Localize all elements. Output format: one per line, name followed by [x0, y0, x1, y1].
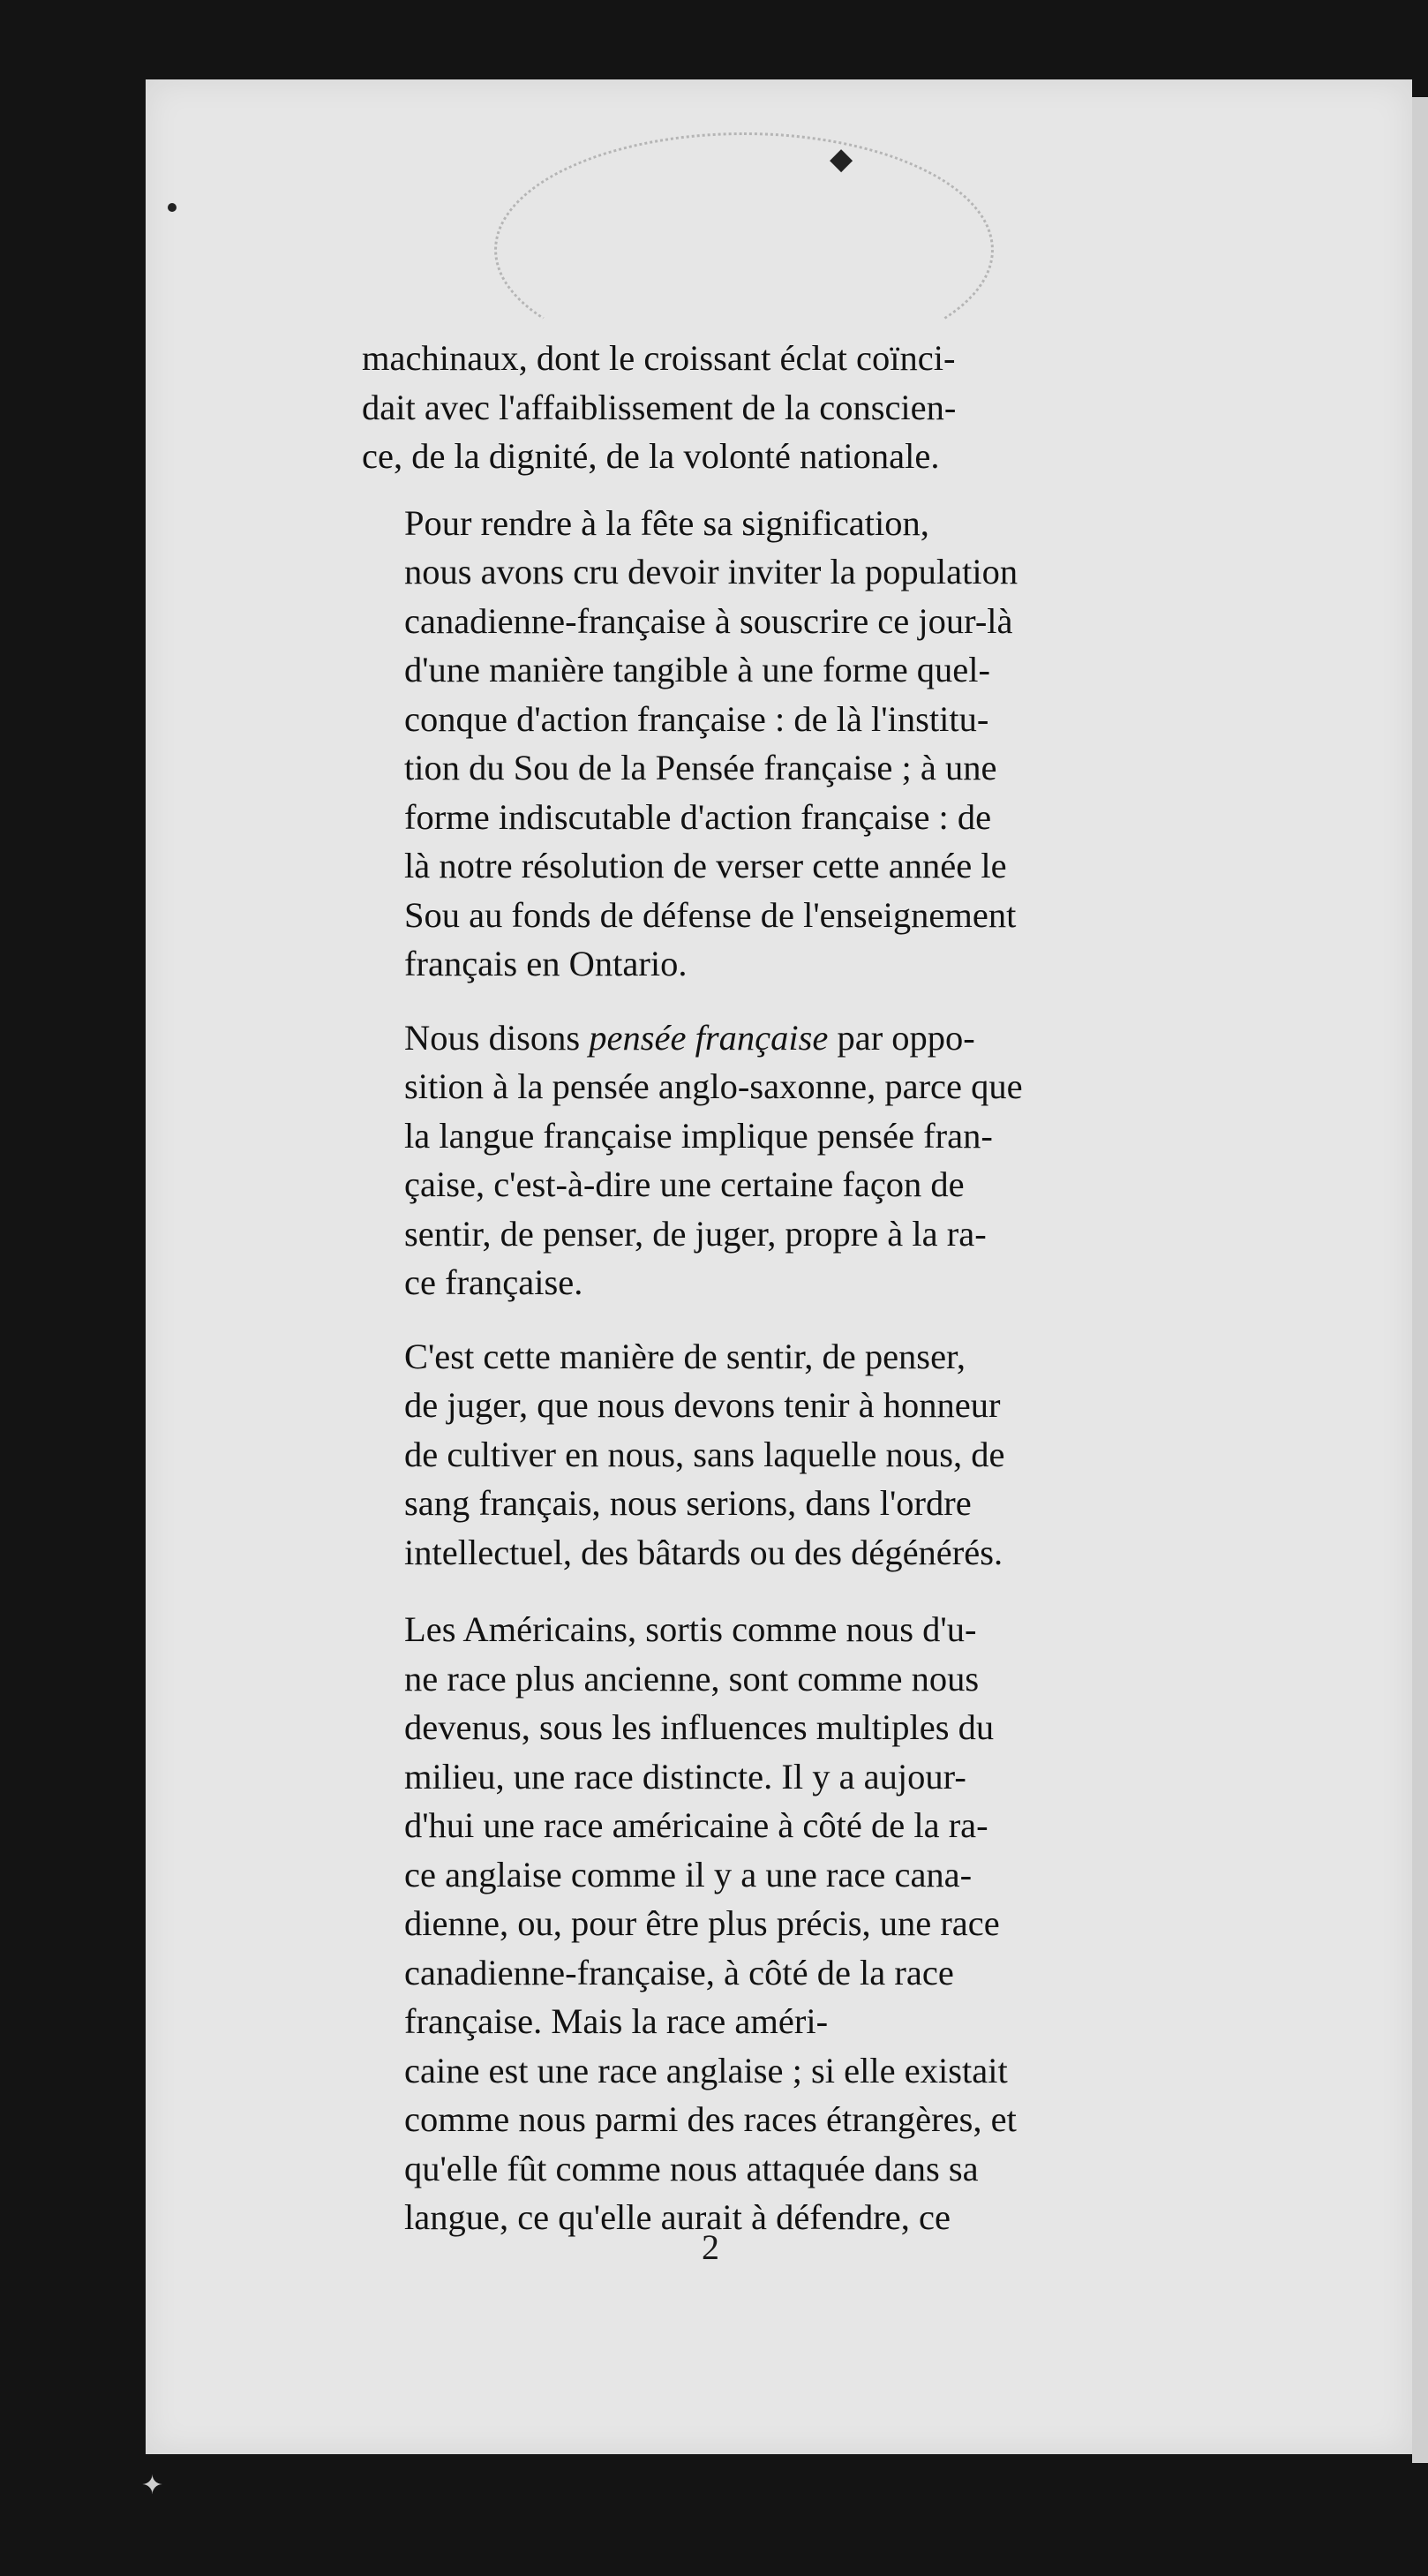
text-line: d'une manière tangible à une forme quel- — [404, 650, 991, 689]
text-line: française. Mais la race améri- — [404, 2001, 829, 2041]
text-line: français en Ontario. — [404, 944, 688, 983]
text-line: ce anglaise comme il y a une race cana- — [404, 1854, 973, 1894]
text-line: d'hui une race américaine à côté de la ra- — [404, 1805, 988, 1845]
text-line: çaise, c'est-à-dire une certaine façon de — [404, 1164, 965, 1204]
text-fragment: par oppo- — [837, 1017, 975, 1058]
text-line: de juger, que nous devons tenir à honneur — [404, 1385, 1001, 1425]
paragraph-cest-cette — [362, 1332, 1082, 1578]
text-line: dait avec l'affaiblissement de la conscien- — [362, 387, 957, 427]
scan-artifact-icon: ✦ — [141, 2470, 164, 2501]
italic-term: pensée française — [589, 1017, 829, 1058]
page-number: 2 — [702, 2227, 719, 2267]
text-line: intellectuel, des bâtards ou des dégénérés. — [404, 1532, 1003, 1572]
text-line: dienne, ou, pour être plus précis, une race — [404, 1903, 1000, 1943]
text-line: langue, ce qu'elle aurait à défendre, ce — [404, 2197, 951, 2237]
text-line: sition à la pensée anglo-saxonne, parce que — [404, 1066, 1023, 1106]
text-line: Sou au fonds de défense de l'enseignement — [404, 894, 1017, 935]
text-line: ce, de la dignité, de la volonté nationale. — [362, 436, 940, 476]
text-line: forme indiscutable d'action française : de — [404, 796, 992, 837]
text-line: Les Américains, sortis comme nous d'u- — [404, 1609, 977, 1649]
adjacent-page-edge — [1412, 97, 1428, 2463]
paragraph-pour-rendre — [362, 499, 1082, 989]
ink-dot — [168, 203, 177, 212]
body-text — [362, 334, 1082, 2242]
text-line: C'est cette manière de sentir, de penser, — [404, 1336, 966, 1376]
text-line: milieu, une race distincte. Il y a aujour- — [404, 1756, 966, 1796]
text-line: caine est une race anglaise ; si elle existait — [404, 2050, 1008, 2090]
text-line: comme nous parmi des races étrangères, et — [404, 2099, 1017, 2139]
text-line: qu'elle fût comme nous attaquée dans sa — [404, 2148, 979, 2188]
text-line: de cultiver en nous, sans laquelle nous, de — [404, 1434, 1005, 1474]
text-line: canadienne-française, à côté de la race — [404, 1952, 954, 1992]
text-line: canadienne-française à souscrire ce jour-là — [404, 600, 1013, 641]
paragraph-nous-disons — [362, 1013, 1082, 1307]
text-line: machinaux, dont le croissant éclat coïnci- — [362, 338, 956, 378]
text-line: sentir, de penser, de juger, propre à la ra- — [404, 1213, 987, 1254]
text-line: devenus, sous les influences multiples du — [404, 1707, 995, 1747]
text-line: là notre résolution de verser cette année le — [404, 846, 1007, 885]
text-line: Pour rendre à la fête sa signification, — [404, 502, 929, 543]
text-line — [362, 1013, 1082, 1063]
stamp-ink-mark: ◆ — [830, 141, 853, 177]
faded-library-stamp — [494, 132, 994, 367]
text-line: tion du Sou de la Pensée française ; à une — [404, 748, 997, 787]
text-line: nous avons cru devoir inviter la population — [404, 552, 1018, 591]
paragraph-les-americains — [362, 1605, 1082, 2242]
text-fragment: Nous disons — [404, 1017, 581, 1058]
paragraph-continuation — [362, 334, 1082, 481]
text-line: conque d'action française : de là l'institu- — [404, 698, 989, 739]
text-line: sang français, nous serions, dans l'ordre — [404, 1483, 972, 1523]
text-line: la langue française implique pensée fran- — [404, 1115, 993, 1156]
text-line: ce française. — [404, 1262, 583, 1302]
text-line: ne race plus ancienne, sont comme nous — [404, 1658, 980, 1699]
